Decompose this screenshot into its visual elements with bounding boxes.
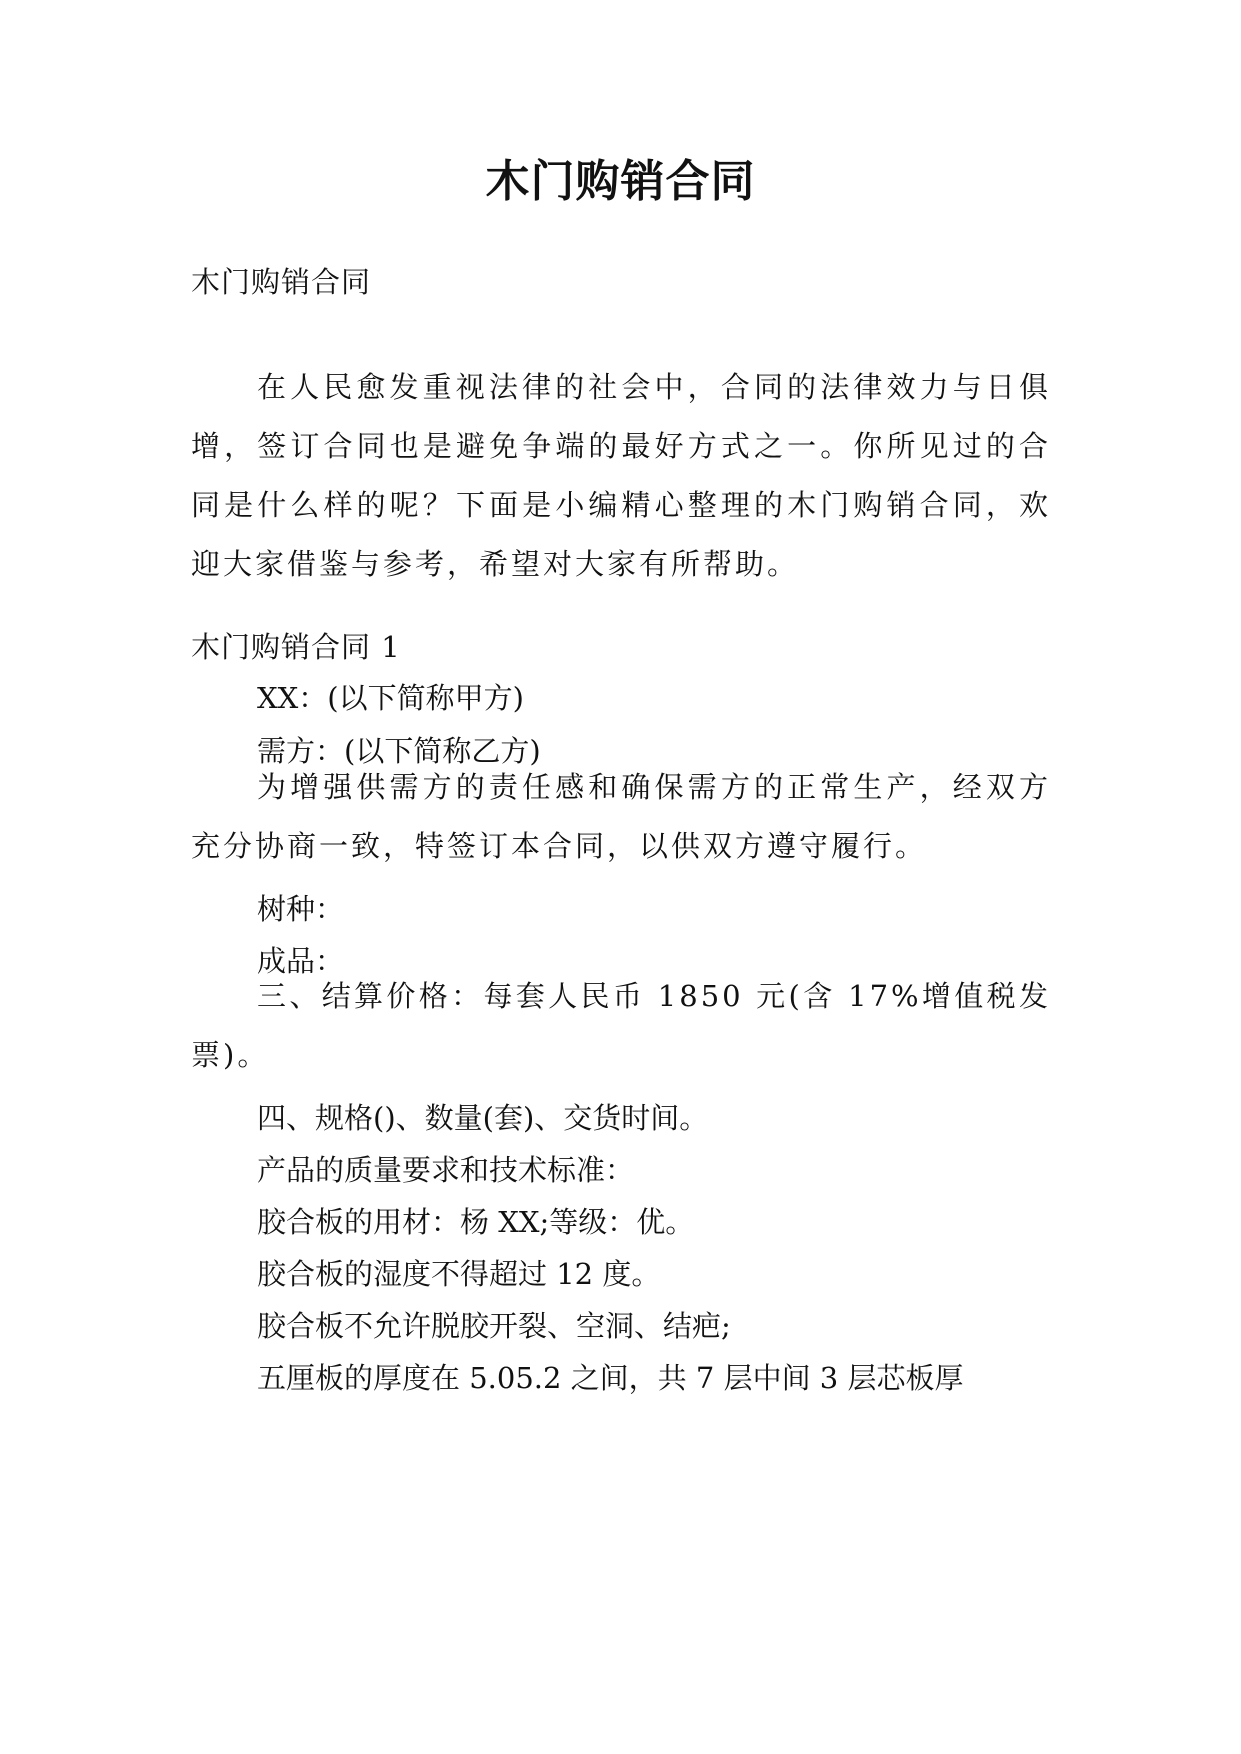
finished-product-line: 成品：	[257, 944, 345, 978]
purpose-paragraph: 为增强供需方的责任感和确保需方的正常生产，经双方充分协商一致，特签订本合同，以供双方遵守履行。	[191, 770, 1051, 863]
intro-paragraph: 在人民愈发重视法律的社会中，合同的法律效力与日俱增，签订合同也是避免争端的最好方式之一。你所见过的合同是什么样的呢？下面是小编精心整理的木门购销合同，欢迎大家借鉴与参考，希望对大家有所帮助。	[191, 370, 1051, 581]
quality-item-3: 胶合板不允许脱胶开裂、空洞、结疤;	[257, 1309, 731, 1343]
section-heading: 木门购销合同 1	[191, 630, 401, 664]
spec-line: 四、规格()、数量(套)、交货时间。	[257, 1101, 709, 1135]
document-title: 木门购销合同	[485, 156, 756, 207]
quality-item-2: 胶合板的湿度不得超过 12 度。	[257, 1257, 661, 1291]
document-subtitle: 木门购销合同	[191, 265, 372, 299]
quality-item-1: 胶合板的用材：杨 XX;等级：优。	[257, 1205, 695, 1239]
quality-heading: 产品的质量要求和技术标准：	[257, 1153, 635, 1187]
party-b-line: 需方：(以下简称乙方)	[257, 734, 541, 768]
quality-item-4: 五厘板的厚度在 5.05.2 之间，共 7 层中间 3 层芯板厚	[257, 1361, 964, 1395]
party-a-line: XX：(以下简称甲方)	[257, 681, 524, 715]
settlement-price-paragraph: 三、结算价格：每套人民币 1850 元(含 17%增值税发票)。	[191, 979, 1051, 1072]
tree-species-line: 树种：	[257, 892, 345, 926]
